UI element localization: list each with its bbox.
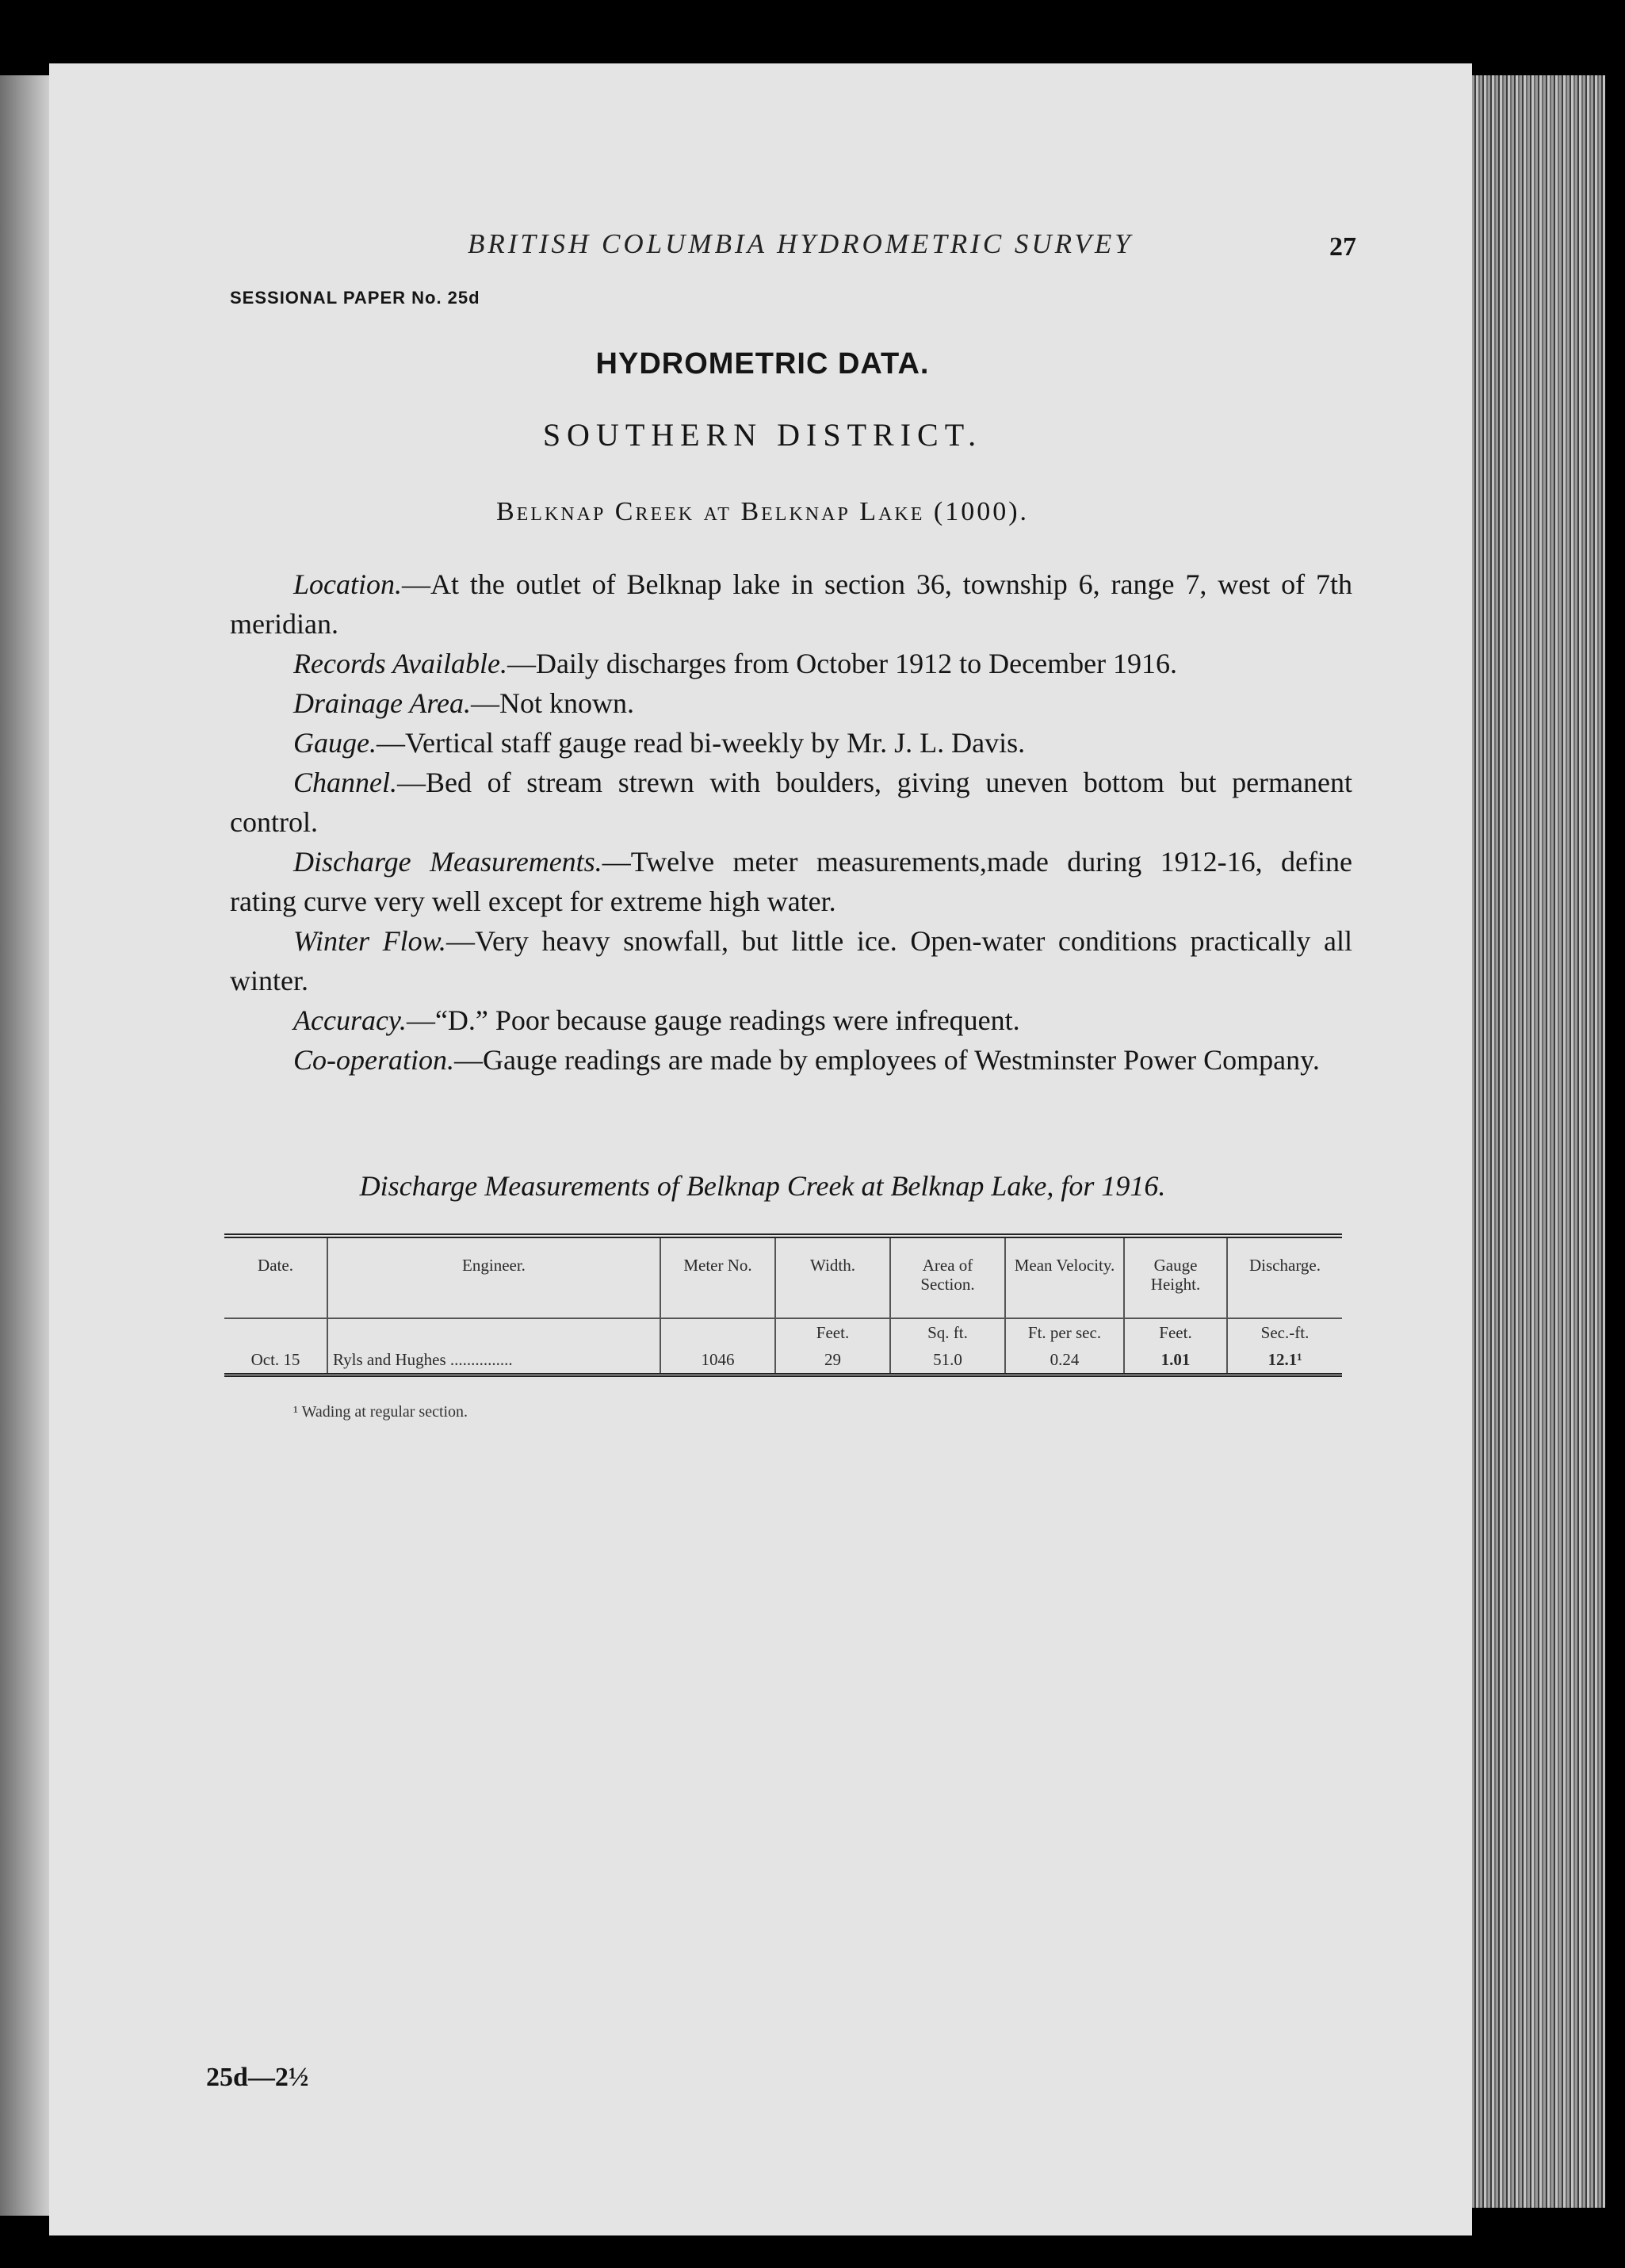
measurements-table <box>224 1233 1342 1377</box>
paragraph-channel: Channel.—Bed of stream strewn with boulders, giving uneven bottom but permanent control. <box>230 767 1352 838</box>
adjacent-page-edge <box>0 75 49 2216</box>
table-footnote: ¹ Wading at regular section. <box>293 1403 468 1421</box>
page-number: 27 <box>1329 232 1356 262</box>
header-velocity: Mean Velocity. <box>1005 1236 1124 1318</box>
table-header-row <box>224 1236 1342 1318</box>
table-row: Oct. 15 Ryls and Hughes ............... 1046 29 51.0 0.24 1.01 12.1¹ <box>224 1346 1342 1375</box>
header-discharge: Discharge. <box>1227 1236 1342 1318</box>
station-heading: Belknap Creek at Belknap Lake (1000). <box>495 497 1030 526</box>
header-meter: Meter No. <box>660 1236 775 1318</box>
paragraph-accuracy: Accuracy.—“D.” Poor because gauge readings were infrequent. <box>293 1004 1020 1036</box>
district-heading: SOUTHERN DISTRICT. <box>542 417 983 453</box>
units-row: Feet. Sq. ft. Ft. per sec. Feet. Sec.-ft. <box>224 1318 1342 1346</box>
header-width: Width. <box>775 1236 890 1318</box>
header-date: Date. <box>224 1236 327 1318</box>
header-engineer: Engineer. <box>327 1236 660 1318</box>
paragraph-records: Records Available.—Daily discharges from October 1912 to December 1916. <box>293 648 1178 679</box>
page-stack-edge <box>1472 75 1605 2208</box>
page-sheet <box>49 63 1472 2235</box>
discharge-table <box>224 1233 1342 1377</box>
paragraph-drainage: Drainage Area.—Not known. <box>293 687 634 719</box>
page-title: HYDROMETRIC DATA. <box>595 347 930 381</box>
station-description <box>230 564 1352 1080</box>
paragraph-measurements: Discharge Measurements.—Twelve meter measurements,made during 1912-16, define rating curve very well except for extreme high water. <box>230 846 1352 917</box>
running-head: BRITISH COLUMBIA HYDROMETRIC SURVEY <box>468 228 1134 259</box>
table-caption: Discharge Measurements of Belknap Creek at Belknap Lake, for 1916. <box>359 1170 1166 1202</box>
paragraph-location: Location.—At the outlet of Belknap lake in section 36, township 6, range 7, west of 7th meridian. <box>230 568 1352 640</box>
header-area: Area of Section. <box>890 1236 1005 1318</box>
paragraph-winter-flow: Winter Flow.—Very heavy snowfall, but little ice. Open-water conditions practically all winter. <box>230 925 1353 996</box>
signature-mark: 25d—2½ <box>206 2063 309 2092</box>
header-gauge: Gauge Height. <box>1124 1236 1227 1318</box>
paragraph-gauge: Gauge.—Vertical staff gauge read bi-weekly by Mr. J. L. Davis. <box>293 727 1026 759</box>
paragraph-cooperation: Co-operation.—Gauge readings are made by employees of Westminster Power Company. <box>293 1044 1320 1076</box>
sessional-paper-label: SESSIONAL PAPER No. 25d <box>230 288 480 308</box>
